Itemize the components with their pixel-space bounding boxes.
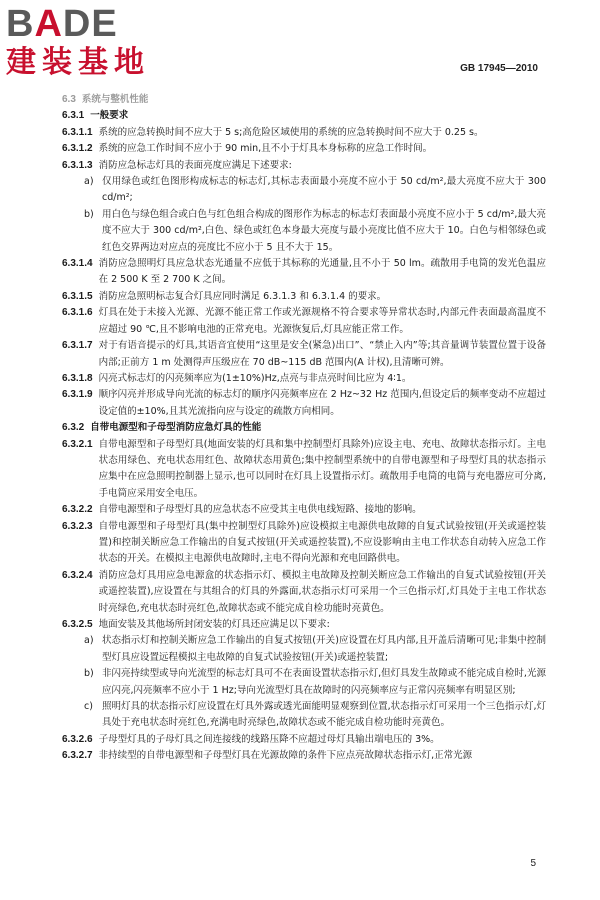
clause xyxy=(62,387,546,420)
clause-number: 6.3.2.4 xyxy=(62,569,93,581)
clause-number: 6.3.1.8 xyxy=(62,372,93,384)
clause-number: 6.3.1.4 xyxy=(62,258,93,270)
clause-text: 自带电源型和子母型灯具的应急状态不应受其主电供电线短路、接地的影响。 xyxy=(98,504,422,516)
item-label: c) xyxy=(84,701,93,713)
clause xyxy=(62,732,546,748)
clause-text: 对于有语音提示的灯具,其语音宜使用“这里是安全(紧急)出口”、“禁止入内”等;其音量调节装置位置于设备内部;正前方 1 m 处测得声压级应在 70 dB~115 dB 范围内(A 计权),且清晰可辨。 xyxy=(98,340,546,368)
clause xyxy=(62,568,546,617)
clause-text: 顺序闪亮并形成导向光流的标志灯的顺序闪亮频率应在 2 Hz~32 Hz 范围内,但设定后的频率变动不应超过设定值的±10%,且其光流指向应与设定的疏散方向相同。 xyxy=(98,389,546,417)
clause-text: 消防应急照明灯具应急状态光通量不应低于其标称的光通量,且不小于 50 lm。疏散用手电筒的发光色温应在 2 500 K 至 2 700 K 之间。 xyxy=(98,258,546,286)
clause xyxy=(62,519,546,568)
clause-text: 消防应急标志灯具的表面亮度应满足下述要求: xyxy=(98,159,292,171)
clause-number: 6.3.1.9 xyxy=(62,389,93,401)
item-label: b) xyxy=(84,208,94,220)
list-item xyxy=(62,174,546,207)
clause-heading xyxy=(62,108,546,124)
clause-text: 消防应急照明标志复合灯具应同时满足 6.3.1.3 和 6.3.1.4 的要求。 xyxy=(98,290,387,302)
document-body xyxy=(62,92,546,765)
logo-wordmark: BADE xyxy=(6,3,118,45)
section-heading xyxy=(62,92,546,108)
logo-chinese-name: 建装基地 xyxy=(6,45,150,80)
clause-text: 自带电源型和子母型灯具(地面安装的灯具和集中控制型灯具除外)应设主电、充电、故障状态指示灯。主电状态用绿色、充电状态用红色、故障状态用黄色;集中控制型系统中的自带电源型和子母型灯具的状态指示应集中在应急照明控制器上显示,也可以同时在灯具上设置指示灯。疏散用手电筒的电筒与充电器应可分离,手电筒应采用安全电压。 xyxy=(98,438,546,499)
clause-number: 6.3.2.7 xyxy=(62,750,93,762)
page-number: 5 xyxy=(530,858,536,869)
clause xyxy=(62,437,546,503)
list-item xyxy=(62,633,546,666)
clause-number: 6.3.1.2 xyxy=(62,143,93,155)
clause-number: 6.3.2.2 xyxy=(62,504,93,516)
clause-number: 6.3.1.7 xyxy=(62,340,93,352)
clause-text: 系统与整机性能 xyxy=(81,94,149,105)
clause-number: 6.3.2.6 xyxy=(62,733,93,745)
clause xyxy=(62,371,546,387)
clause-heading xyxy=(62,420,546,436)
list-item xyxy=(62,699,546,732)
clause xyxy=(62,289,546,305)
logo xyxy=(6,4,174,80)
item-label: a) xyxy=(84,635,94,647)
clause-text: 闪亮式标志灯的闪亮频率应为(1±10%)Hz,点亮与非点亮时间比应为 4∶1。 xyxy=(98,372,412,384)
clause-text: 自带电源型和子母型消防应急灯具的性能 xyxy=(90,422,262,434)
clause-number: 6.3 xyxy=(62,94,76,105)
clause-number: 6.3.2.1 xyxy=(62,438,93,450)
clause-number: 6.3.1.5 xyxy=(62,290,93,302)
clause-number: 6.3.2 xyxy=(62,422,85,434)
clause-text: 一般要求 xyxy=(90,110,129,122)
clause xyxy=(62,305,546,338)
clause xyxy=(62,256,546,289)
item-label: a) xyxy=(84,176,94,188)
clause xyxy=(62,748,546,764)
clause-text: 地面安装及其他场所封闭安装的灯具还应满足以下要求: xyxy=(98,619,330,630)
clause-text: 自带电源型和子母型灯具(集中控制型灯具除外)应设模拟主电源供电故障的自复式试验按钮(开关或遥控装置)和控制关断应急工作输出的自复式按钮(开关或遥控装置),不应设影响由主电工作状态自动转入应急工作状态的开关。在模拟主电源供电故障时,主电不得向光源和充电回路供电。 xyxy=(98,520,546,565)
clause-number: 6.3.2.3 xyxy=(62,520,93,532)
clause xyxy=(62,617,546,633)
clause-text: 系统的应急工作时间不应小于 90 min,且不小于灯具本身标称的应急工作时间。 xyxy=(98,143,433,155)
list-item xyxy=(62,666,546,699)
clause-text: 子母型灯具的子母灯具之间连接线的线路压降不应超过母灯具输出端电压的 3%。 xyxy=(98,733,440,745)
clause-text: 系统的应急转换时间不应大于 5 s;高危险区域使用的系统的应急转换时间不应大于 0.25 s。 xyxy=(98,126,484,138)
clause xyxy=(62,158,546,174)
clause-text: 照明灯具的状态指示灯应设置在灯具外露或透光面能明显观察到位置,状态指示灯可采用一个三色指示灯,灯具处于充电状态时亮红色,充满电时亮绿色,故障状态或不能完成自检功能时亮黄色。 xyxy=(102,701,546,729)
clause-number: 6.3.1.3 xyxy=(62,159,93,171)
clause-text: 仅用绿色或红色图形构成标志的标志灯,其标志表面最小亮度不应小于 50 cd/m²,最大亮度不应大于 300 cd/m²; xyxy=(102,176,546,204)
clause-number: 6.3.1.1 xyxy=(62,126,93,138)
standard-number: GB 17945—2010 xyxy=(460,63,538,74)
clause-text: 消防应急灯具用应急电源盒的状态指示灯、模拟主电故障及控制关断应急工作输出的自复式试验按钮(开关或遥控装置),应设置在与其组合的灯具的外露面,状态指示灯可采用一个三色指示灯,灯具处于主电工作状态时亮绿色,充电状态时亮红色,故障状态或不能完成自检功能时亮黄色。 xyxy=(98,569,546,614)
clause-text: 非闪亮持续型或导向光流型的标志灯具可不在表面设置状态指示灯,但灯具发生故障或不能完成自检时,光源应闪亮,闪亮频率不应小于 1 Hz;导向光流型灯具在故障时的闪亮频率应与正常闪亮频率有明显区别; xyxy=(102,668,546,696)
clause-text: 非持续型的自带电源型和子母型灯具在光源故障的条件下应点亮故障状态指示灯,正常光源 xyxy=(98,750,473,762)
item-label: b) xyxy=(84,668,94,680)
clause-text: 用白色与绿色组合或白色与红色组合构成的图形作为标志的标志灯表面最小亮度不应小于 5 cd/m²,最大亮度不应大于 300 cd/m²,白色、绿色或红色本身最大亮度与最小亮度比值不应大于 10。白色与相邻绿色或红色交界两边对应点的亮度比不应小于 5 且不大于 15。 xyxy=(102,208,546,253)
clause xyxy=(62,125,546,141)
clause-text: 灯具在处于未接入光源、光源不能正常工作或光源规格不符合要求等异常状态时,内部元件表面最高温度不应超过 90 ℃,且不影响电池的正常充电。光源恢复后,灯具应能正常工作。 xyxy=(98,307,546,335)
clause xyxy=(62,502,546,518)
clause-number: 6.3.1.6 xyxy=(62,307,93,319)
clause-number: 6.3.1 xyxy=(62,110,85,122)
list-item xyxy=(62,207,546,256)
clause-text: 状态指示灯和控制关断应急工作输出的自复式按钮(开关)应设置在灯具内部,且开盖后清晰可见;非集中控制型灯具应设置远程模拟主电故障的自复式试验按钮(开关)或遥控装置; xyxy=(102,635,546,663)
clause xyxy=(62,338,546,371)
clause xyxy=(62,141,546,157)
clause-number: 6.3.2.5 xyxy=(62,619,93,630)
